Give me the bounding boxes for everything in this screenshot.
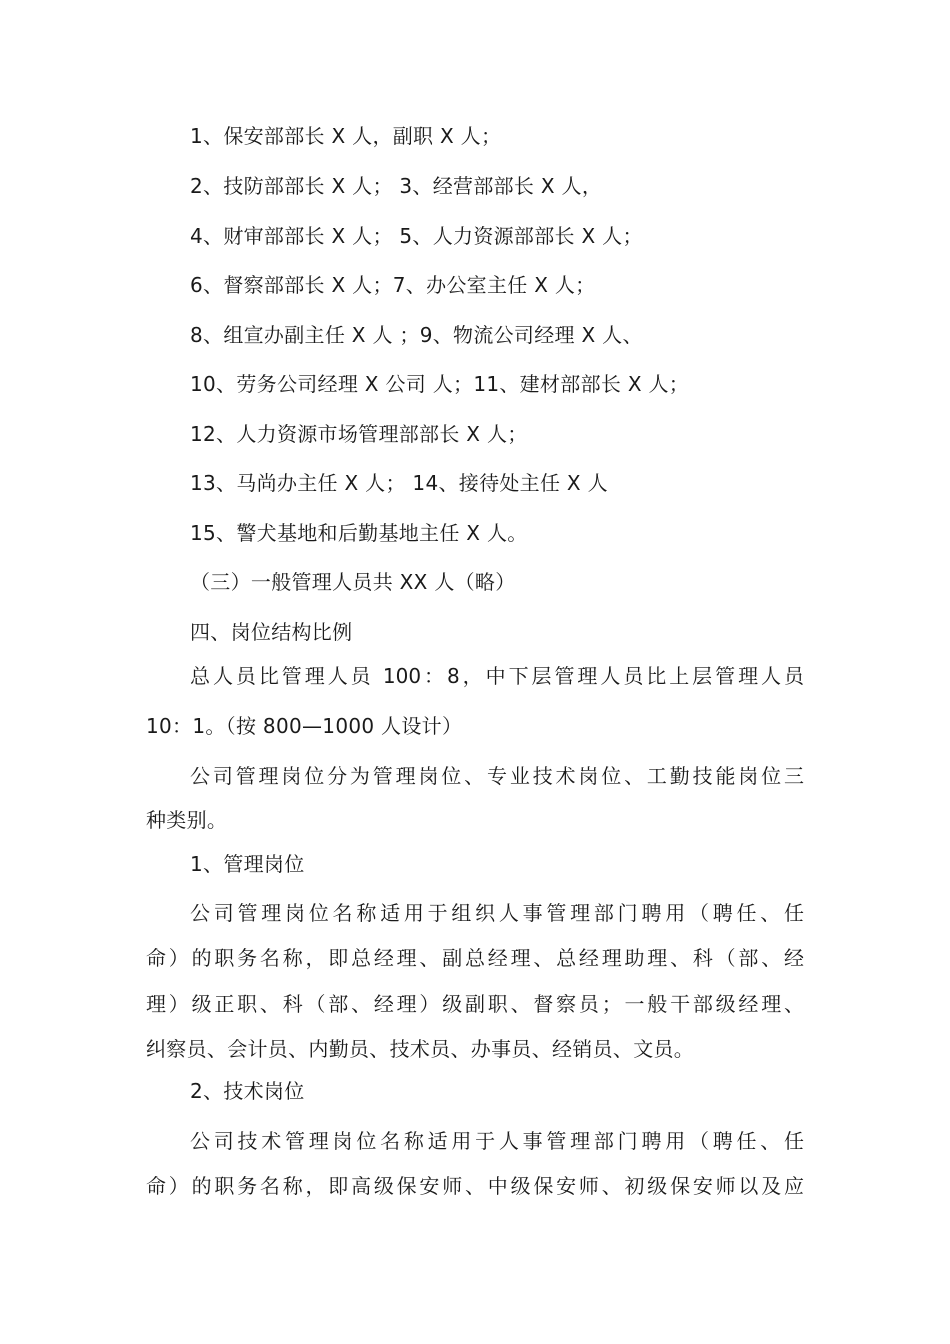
paragraph-line: 10：1。（按 800—1000 人设计） [146, 714, 463, 738]
section-heading: 2、技术岗位 [190, 1079, 305, 1103]
list-item: 10、劳务公司经理 X 公司 人；11、建材部部长 X 人； [190, 372, 690, 396]
list-item: 13、马尚办主任 X 人； 14、接待处主任 X 人 [190, 471, 608, 495]
list-item: 6、督察部部长 X 人；7、办公室主任 X 人； [190, 273, 596, 297]
paragraph-line: 命）的职务名称，即高级保安师、中级保安师、初级保安师以及应 [146, 1174, 804, 1198]
paragraph-line: 公司技术管理岗位名称适用于人事管理部门聘用（聘任、任 [190, 1129, 804, 1153]
list-item: 8、组宣办副主任 X 人 ；9、物流公司经理 X 人、 [190, 323, 643, 347]
list-item: 2、技防部部长 X 人； 3、经营部部长 X 人， [190, 174, 603, 198]
list-item: 12、人力资源市场管理部部长 X 人； [190, 422, 528, 446]
list-item: 1、保安部部长 X 人，副职 X 人； [190, 124, 502, 148]
paragraph-line: 总人员比管理人员 100：8，中下层管理人员比上层管理人员 [190, 664, 804, 688]
list-item: 15、警犬基地和后勤基地主任 X 人。 [190, 521, 528, 545]
paragraph-line: 纠察员、会计员、内勤员、技术员、办事员、经销员、文员。 [146, 1037, 695, 1061]
section-heading: 1、管理岗位 [190, 852, 305, 876]
paragraph-line: 命）的职务名称，即总经理、副总经理、总经理助理、科（部、经 [146, 946, 804, 970]
list-item: 4、财审部部长 X 人； 5、人力资源部部长 X 人； [190, 224, 643, 248]
section-heading: （三）一般管理人员共 XX 人（略） [190, 570, 516, 594]
paragraph-line: 种类别。 [146, 808, 228, 832]
paragraph-line: 理）级正职、科（部、经理）级副职、督察员；一般干部级经理、 [146, 992, 804, 1016]
section-heading: 四、岗位结构比例 [190, 620, 353, 644]
paragraph-line: 公司管理岗位名称适用于组织人事管理部门聘用（聘任、任 [190, 901, 804, 925]
paragraph-line: 公司管理岗位分为管理岗位、专业技术岗位、工勤技能岗位三 [190, 764, 804, 788]
